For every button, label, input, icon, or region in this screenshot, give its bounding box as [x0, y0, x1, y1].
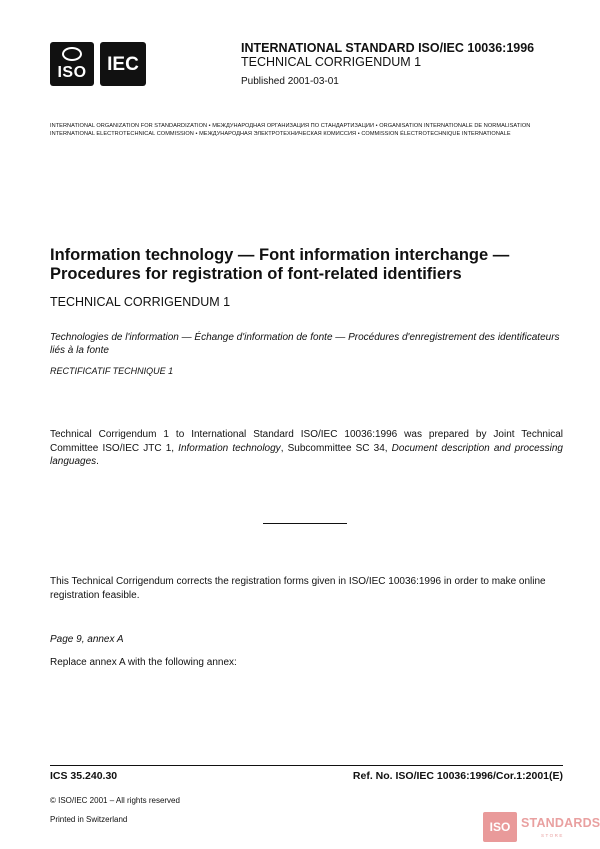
foreword-paragraph [50, 428, 563, 469]
french-rectificatif: RECTIFICATIF TECHNIQUE 1 [50, 366, 174, 376]
document-title-line-1: Information technology — Font information interchange — [50, 246, 510, 264]
reference-number: Ref. No. ISO/IEC 10036:1996/Cor.1:2001(E) [352, 770, 563, 782]
foreword-text-e: . [96, 456, 99, 467]
globe-icon [62, 47, 82, 61]
corrigendum-label: TECHNICAL CORRIGENDUM 1 [241, 55, 422, 69]
watermark-subtext: STORE [541, 833, 564, 838]
organizations-line-1: INTERNATIONAL ORGANIZATION FOR STANDARDIZATION • МЕЖДУНАРОДНАЯ ОРГАНИЗАЦИЯ ПО СТАНДАРТИЗАЦИИ • ORGANISATION INTERNATIONALE DE NORMALISATION [50, 123, 531, 129]
footer-divider [50, 765, 563, 766]
foreword-subcommittee-title: Document description and processing languages [50, 442, 563, 467]
foreword-committee-title: Information technology [178, 442, 281, 454]
replace-instruction: Replace annex A with the following annex: [50, 657, 237, 668]
printed-location: Printed in Switzerland [50, 815, 128, 824]
watermark-iso-badge: ISO [483, 812, 517, 842]
organizations-line-2: INTERNATIONAL ELECTROTECHNICAL COMMISSION • МЕЖДУНАРОДНАЯ ЭЛЕКТРОТЕХНИЧЕСКАЯ КОМИССИЯ • COMMISSION ÉLECTROTECHNIQUE INTERNATIONALE [50, 131, 511, 137]
french-title-line-1: Technologies de l'information — Échange d'information de fonte — Procédures d'enregistrement des identificateurs [50, 332, 560, 343]
scope-paragraph: This Technical Corrigendum corrects the registration forms given in ISO/IEC 10036:1996 in order to make online registration feasible. [50, 576, 546, 601]
iso-logo-text: ISO [57, 64, 87, 81]
document-title-line-2: Procedures for registration of font-related identifiers [50, 265, 462, 283]
watermark-text: STANDARDS [521, 816, 600, 830]
foreword-text-c: , Subcommittee SC 34, [280, 442, 392, 454]
section-divider [263, 523, 347, 524]
ics-code: ICS 35.240.30 [50, 770, 118, 782]
page-reference: Page 9, annex A [50, 634, 124, 645]
standards-store-watermark [483, 812, 600, 844]
iso-logo [50, 42, 94, 86]
french-title-line-2: liés à la fonte [50, 345, 109, 356]
copyright-notice: © ISO/IEC 2001 – All rights reserved [50, 796, 180, 805]
iec-logo-text: IEC [107, 54, 139, 75]
iec-logo [100, 42, 146, 86]
standard-title: INTERNATIONAL STANDARD ISO/IEC 10036:1996 [241, 41, 535, 55]
foreword-text-a: Technical Corrigendum 1 to International Standard ISO/IEC 10036:1996 was prepared by Joint Technical Committee ISO/IEC JTC 1, [50, 429, 563, 454]
published-date: Published 2001-03-01 [241, 76, 339, 87]
document-subtitle: TECHNICAL CORRIGENDUM 1 [50, 295, 231, 309]
